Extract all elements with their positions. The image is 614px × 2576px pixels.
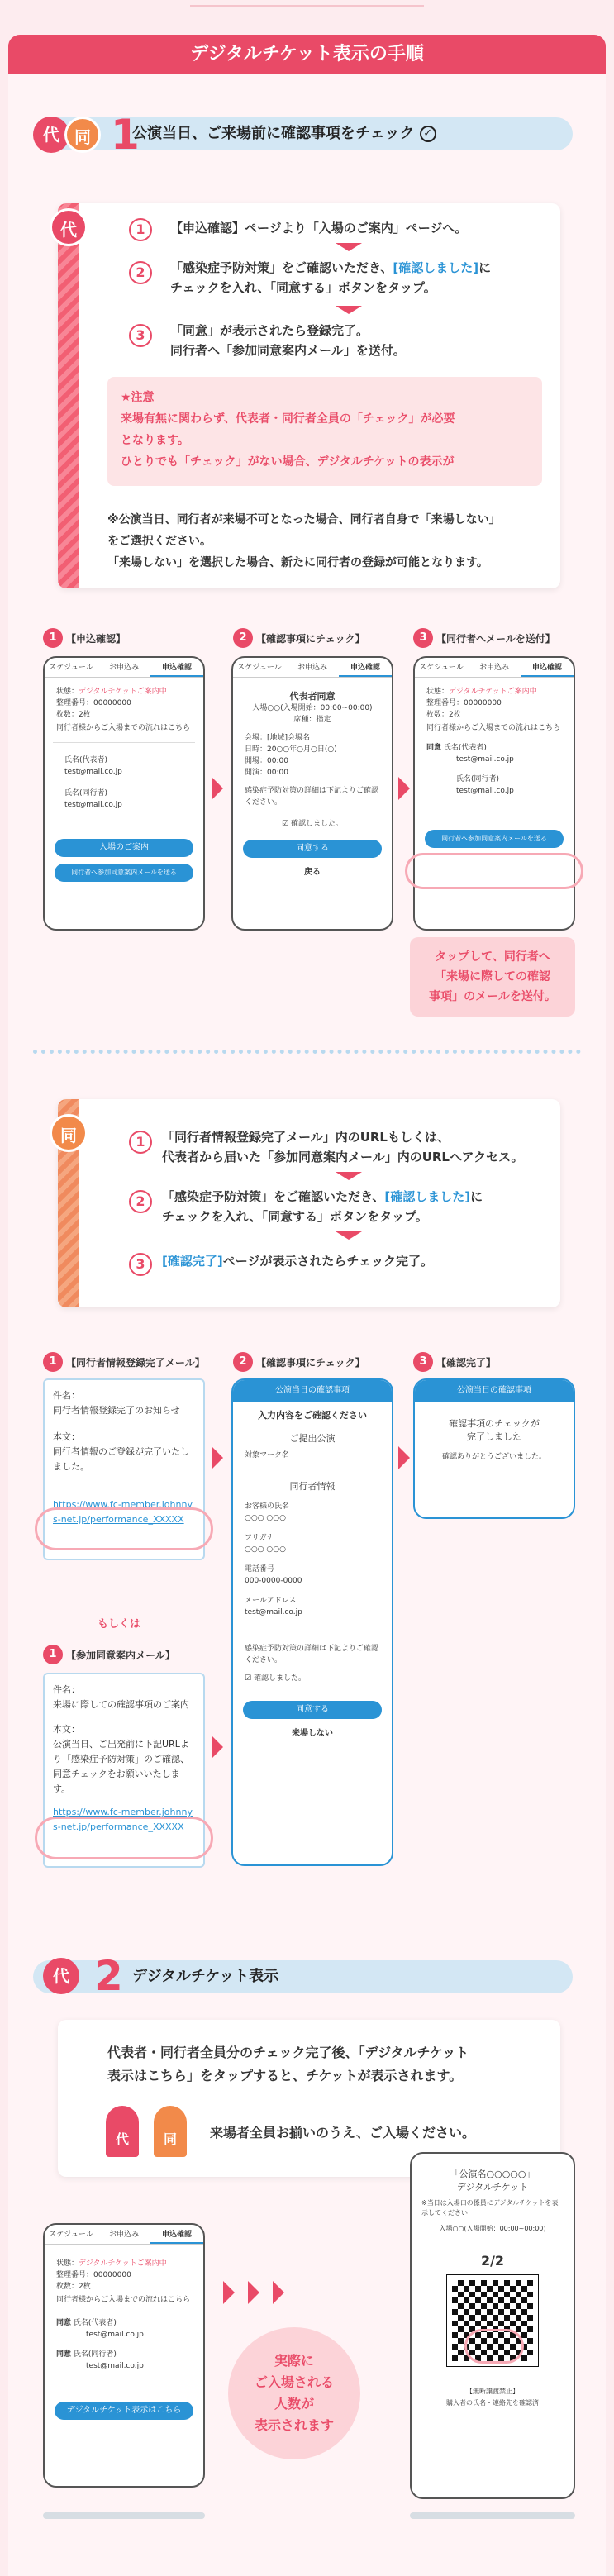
caption-3 (413, 628, 555, 648)
mail-line: 件名： (53, 1390, 80, 1401)
complete-line: 確認ありがとうございました。 (441, 1453, 546, 1461)
warning-line: 来場有無に関わらず、代表者・同行者全員の「チェック」が必要 (121, 412, 455, 426)
phone-screen-digital-ticket (410, 2152, 575, 2499)
phone-screen-sendmail (413, 656, 575, 931)
ticket-number: 整理番号：00000000 (426, 699, 502, 707)
right-arrow-icon (398, 777, 410, 800)
caption-mail1 (43, 1352, 205, 1372)
performance-link[interactable]: https://www.fc-member.johnnys-net.jp/performance_XXXXX (53, 1499, 193, 1525)
entry-guide-button[interactable]: 入場のご案内 (55, 839, 193, 857)
dotted-divider (33, 1050, 581, 1054)
flow-link[interactable]: 同行者様からご入場までの流れはこちら (56, 2296, 191, 2304)
highlight-ring (405, 853, 583, 889)
text: 「感染症予防対策」をご確認いただき、 (170, 260, 393, 275)
send-mail-button[interactable]: 同行者へ参加同意案内メールを送る (425, 830, 564, 848)
tab[interactable]: スケジュール (49, 664, 93, 672)
step2-badges (43, 1952, 123, 2000)
caption-text: 【確認事項にチェック】 (256, 632, 365, 645)
mail-line: 同行者情報のご登録が完了いたしました。 (53, 1446, 189, 1472)
status (415, 678, 574, 698)
form-line: 電話番号 (245, 1565, 275, 1574)
mail-line: 本文： (53, 1431, 80, 1442)
count-bubble (228, 2327, 360, 2459)
form-line: メールアドレス (245, 1597, 297, 1605)
text: に (470, 1189, 483, 1204)
tab-active[interactable]: 申込確認 (150, 658, 203, 677)
comp-name: 氏名(同行者) (73, 2350, 117, 2359)
comp-mail: test@mail.co.jp (64, 801, 122, 809)
ticket-entry: 入場○○(入場開始：00:00~00:00) (439, 2225, 546, 2232)
label: 状態： (426, 688, 450, 696)
bubble-line: 「来場に際しての確認 (435, 970, 550, 983)
enter-together-text: 来場者全員お揃いのうえ、ご入場ください。 (210, 2125, 475, 2140)
tab[interactable]: お申込み (478, 664, 509, 672)
tab-active[interactable]: 申込確認 (339, 658, 392, 677)
caption-mail2 (43, 1645, 175, 1664)
highlight-ring (35, 1507, 213, 1550)
rep-mail: test@mail.co.jp (64, 768, 122, 776)
companion-avatar: 同 (50, 1114, 88, 1152)
caption-check (233, 1352, 365, 1372)
form-line: 000-0000-0000 (245, 1577, 302, 1585)
value: デジタルチケットご案内中 (79, 2259, 167, 2268)
text: 「感染症予防対策」をご確認いただき、 (162, 1189, 385, 1204)
step2-text (58, 2020, 560, 2088)
step1-item2 (170, 258, 491, 298)
caption-text: 【確認完了】 (436, 1356, 497, 1369)
text: ページが表示されたらチェック完了。 (222, 1254, 433, 1269)
step-number-3: 3 (129, 324, 152, 347)
caption-num: 2 (233, 628, 253, 648)
agree-label: 同意 (56, 2319, 72, 2327)
highlight: [確認完了] (162, 1254, 223, 1269)
companion-person-icon: 同 (154, 2106, 187, 2157)
footnote-line: 「来場しない」を選択した場合、新たに同行者の登録が可能となります。 (107, 556, 488, 569)
rep-badge: 代 (33, 117, 69, 153)
warning-title: ★注意 (121, 391, 155, 404)
tab-bar (45, 2225, 203, 2245)
event-info (233, 726, 392, 785)
tab[interactable]: お申込み (108, 664, 139, 672)
caption-text: 【同行者情報登録完了メール】 (66, 1356, 205, 1369)
tab[interactable]: スケジュール (49, 2231, 93, 2239)
tab[interactable]: スケジュール (237, 664, 282, 672)
comp-row (45, 2340, 203, 2360)
phone-screen-ticket-button (43, 2223, 205, 2488)
sheet-count: 枚数：2枚 (426, 711, 461, 719)
complete-line: 完了しました (467, 1431, 521, 1442)
ticket-note: ※当日は入場口の係員にデジタルチケットを表示してください (421, 2199, 559, 2217)
caption-text: 【申込確認】 (66, 632, 126, 645)
ticket-title: 「公演名○○○○○」 (450, 2169, 535, 2179)
caption-num: 1 (43, 1645, 63, 1664)
text: 「同行者情報登録完了メール」内のURLもしくは、 (162, 1130, 450, 1145)
bubble-line: タップして、同行者へ (435, 950, 550, 964)
step1-item1 (170, 218, 467, 238)
entry-time: 入場○○(入場開始：00:00~00:00) (252, 704, 373, 712)
warning-line: となります。 (121, 434, 189, 447)
phone-screen-apply (43, 656, 205, 931)
back-button[interactable]: 戻る (304, 868, 321, 877)
label: 状態： (56, 2259, 79, 2268)
rep-name: 氏名(代表者) (73, 2319, 117, 2327)
comp-mail: test@mail.co.jp (456, 787, 514, 795)
text-line: 代表者・同行者全員分のチェック完了後、「デジタルチケット (107, 2045, 469, 2060)
caption-num: 1 (43, 1352, 63, 1372)
section-title: デジタルチケット表示の手順 (8, 35, 606, 74)
form-content (233, 1402, 392, 1693)
flow-link[interactable]: 同行者様からご入場までの流れはこちら (56, 724, 191, 732)
notice-text: 感染症予防対策の詳細は下記よりご確認ください。 (245, 787, 379, 807)
mail-line: 同行者情報登録完了のお知らせ (53, 1405, 180, 1416)
rep-name: 氏名(代表者) (53, 742, 195, 766)
decline-button[interactable]: 来場しない (292, 1729, 333, 1738)
highlight-ring (35, 1817, 213, 1859)
checkbox-label: 確認しました。 (253, 1674, 306, 1683)
text: チェックを入れ、「同意する」ボタンをタップ。 (162, 1209, 428, 1224)
tab-active[interactable]: 申込確認 (521, 658, 574, 677)
text: 「同意」が表示されたら登録完了。 (170, 323, 369, 338)
phone-screen-complete (413, 1378, 575, 1519)
step2-number: 2 (94, 1952, 123, 2000)
tab[interactable]: お申込み (297, 664, 327, 672)
right-arrow-icon (212, 1446, 223, 1469)
bottom-shadow (410, 2512, 575, 2519)
rep-row (415, 736, 574, 754)
highlight-ring (464, 2329, 524, 2364)
ticket-subtitle: デジタルチケット (456, 2182, 529, 2193)
ticket-footer: 【無断譲渡禁止】 (466, 2388, 519, 2395)
rep-person-icon: 代 (106, 2106, 139, 2157)
step-number-1: 1 (129, 1131, 152, 1154)
ticket-footer: 購入者の氏名・連絡先を確認済 (446, 2399, 539, 2407)
show-ticket-button[interactable]: デジタルチケット表示はこちら (55, 2402, 193, 2420)
status (45, 678, 203, 698)
screen-header: 公演当日の確認事項 (233, 1380, 392, 1402)
right-arrow-icon (223, 2281, 235, 2304)
value: デジタルチケットご案内中 (449, 688, 537, 696)
phone-screen-companion-check (231, 1378, 393, 1866)
ticket-number: 整理番号：00000000 (56, 2271, 131, 2279)
screen-header: 公演当日の確認事項 (415, 1380, 574, 1402)
step1-card (58, 203, 560, 588)
rep-avatar: 代 (50, 208, 88, 246)
ticket-count: 2/2 (480, 2253, 505, 2269)
tab-bar (45, 658, 203, 678)
bubble-line: 表示されます (254, 2417, 334, 2433)
info-line: 会場：[地域]会場名 (245, 734, 311, 742)
form-line: 対象マーク名 (245, 1451, 290, 1459)
screen-title: 代表者同意 (289, 691, 336, 702)
companion-badge: 同 (64, 117, 101, 153)
companion-item3 (162, 1251, 433, 1271)
form-line: ○○○ ○○○ (245, 1545, 286, 1554)
tooltip-bubble (410, 937, 575, 1017)
agree-label: 同意 (56, 2350, 72, 2359)
info-line: 開演：00:00 (245, 769, 288, 777)
companion-item1 (162, 1127, 524, 1167)
tab-active[interactable]: 申込確認 (150, 2225, 203, 2244)
performance-link[interactable]: https://www.fc-member.johnnys-net.jp/performance_XXXXX (53, 1807, 193, 1832)
footnote-line: ※公演当日、同行者が来場不可となった場合、同行者自身で「来場しない」 (107, 513, 501, 526)
right-arrow-icon (212, 1736, 223, 1759)
caption-num: 1 (43, 628, 63, 648)
text: 代表者から届いた「参加同意案内メール」内のURLへアクセス。 (162, 1150, 524, 1164)
or-label: もしくは (98, 1618, 141, 1631)
form-line: ご提出公演 (289, 1433, 336, 1444)
label: 状態： (56, 688, 79, 696)
confirm-checkbox[interactable]: ☑ 確認しました。 (282, 820, 343, 828)
tab[interactable]: スケジュール (419, 664, 464, 672)
step-number-3: 3 (129, 1253, 152, 1276)
caption-text: 【確認事項にチェック】 (256, 1356, 365, 1369)
tab-bar (233, 658, 392, 678)
text-line: 表示はこちら」をタップすると、チケットが表示されます。 (107, 2068, 463, 2083)
form-line: 同行者情報 (289, 1481, 336, 1492)
comp-name: 氏名(同行者) (64, 789, 108, 798)
right-arrow-icon (212, 777, 223, 800)
highlight: [確認しました] (384, 1189, 471, 1204)
step1-item3 (170, 321, 406, 360)
caption-text: 【参加同意案内メール】 (66, 1649, 175, 1661)
step-number-1: 1 (129, 218, 152, 241)
down-arrow-icon (336, 306, 362, 314)
footnote (107, 509, 501, 574)
bubble-line: 実際に (274, 2353, 314, 2369)
text: 【申込確認】ページより「入場のご案内」ページへ。 (170, 221, 468, 236)
step-number-2: 2 (129, 1190, 152, 1213)
warning-line: ひとりでも「チェック」がない場合、デジタルチケットの表示が (121, 455, 455, 469)
complete-line: 確認事項のチェックが (449, 1418, 540, 1429)
caption-num: 2 (233, 1352, 253, 1372)
step2-title: デジタルチケット表示 (132, 1968, 279, 1985)
bubble-line: ご入場される (254, 2374, 334, 2390)
info-line: 開場：00:00 (245, 757, 288, 765)
rep-badge: 代 (43, 1958, 79, 1994)
text: チェックを入れ、「同意する」ボタンをタップ。 (170, 280, 436, 295)
form-line: お客様の氏名 (245, 1502, 290, 1511)
form-line: test@mail.co.jp (245, 1608, 302, 1617)
phone-screen-check (231, 656, 393, 931)
mail-line: 来場に際しての確認事項のご案内 (53, 1699, 189, 1710)
bottom-shadow (43, 2512, 205, 2519)
right-arrow-icon (248, 2281, 259, 2304)
companion-card (58, 1099, 560, 1307)
agree-button[interactable]: 同意する (243, 1701, 382, 1719)
flow-link[interactable]: 同行者様からご入場までの流れはこちら (426, 724, 561, 732)
bubble-line: 人数が (274, 2396, 314, 2412)
sheet-count: 枚数：2枚 (56, 2283, 91, 2291)
form-line: 入力内容をご確認ください (258, 1410, 367, 1421)
warning-box (107, 377, 542, 486)
agree-button[interactable]: 同意する (243, 840, 382, 858)
right-arrow-icon (398, 1446, 410, 1469)
tab[interactable]: お申込み (108, 2231, 139, 2239)
step1-title: 公演当日、ご来場前に確認事項をチェック (132, 125, 415, 142)
mail-line: 件名： (53, 1684, 80, 1695)
confirm-checkbox[interactable]: ☑ 確認しました。 (245, 1674, 306, 1683)
comp-mail: test@mail.co.jp (86, 2362, 144, 2370)
right-arrow-icon (273, 2281, 284, 2304)
caption-text: 【同行者へメールを送付】 (436, 632, 555, 645)
mail-line: 公演当日、ご出発前に下記URLより「感染症予防対策」のご確認、同意チェックをお願いいたします。 (53, 1739, 189, 1794)
caption-done (413, 1352, 496, 1372)
down-arrow-icon (336, 1172, 362, 1180)
card-stripe (58, 203, 79, 588)
rep-name: 氏名(代表者) (443, 744, 487, 752)
footnote-line: をご選択ください。 (107, 535, 212, 548)
step1-badges (33, 111, 140, 159)
check-icon: ✓ (420, 126, 436, 142)
step1-number: 1 (111, 111, 140, 159)
caption-num: 3 (413, 1352, 433, 1372)
agree-label: 同意 (426, 744, 442, 752)
status (45, 2245, 203, 2269)
rep-mail: test@mail.co.jp (86, 2331, 144, 2339)
companion-item2 (162, 1187, 483, 1226)
form-note: 感染症予防対策の詳細は下記よりご確認ください。 (245, 1645, 379, 1664)
seat: 席種：指定 (293, 716, 331, 724)
down-arrow-icon (336, 243, 362, 251)
arrow-group (223, 2281, 284, 2304)
text: に (478, 260, 492, 275)
caption-2 (233, 628, 365, 648)
bubble-line: 事項」のメールを送付。 (429, 990, 556, 1003)
step-number-2: 2 (129, 261, 152, 284)
form-line: ○○○ ○○○ (245, 1514, 286, 1522)
tab-bar (415, 658, 574, 678)
rep-mail: test@mail.co.jp (456, 755, 514, 764)
form-line: フリガナ (245, 1534, 274, 1542)
text: 同行者へ「参加同意案内メール」を送付。 (170, 343, 406, 358)
checkbox-label: 確認しました。 (290, 820, 343, 828)
caption-num: 3 (413, 628, 433, 648)
ticket-number: 整理番号：00000000 (56, 699, 131, 707)
sheet-count: 枚数：2枚 (56, 711, 91, 719)
send-mail-button[interactable]: 同行者へ参加同意案内メールを送る (55, 864, 193, 882)
info-line: 日時：20○○年○月○日(○) (245, 745, 337, 754)
caption-1 (43, 628, 126, 648)
mail-line: 本文： (53, 1724, 80, 1735)
highlight: [確認しました] (393, 260, 479, 275)
value: デジタルチケットご案内中 (79, 688, 167, 696)
comp-name: 氏名(同行者) (456, 775, 500, 783)
rep-row (45, 2307, 203, 2329)
top-divider (190, 5, 424, 7)
down-arrow-icon (336, 1231, 362, 1240)
